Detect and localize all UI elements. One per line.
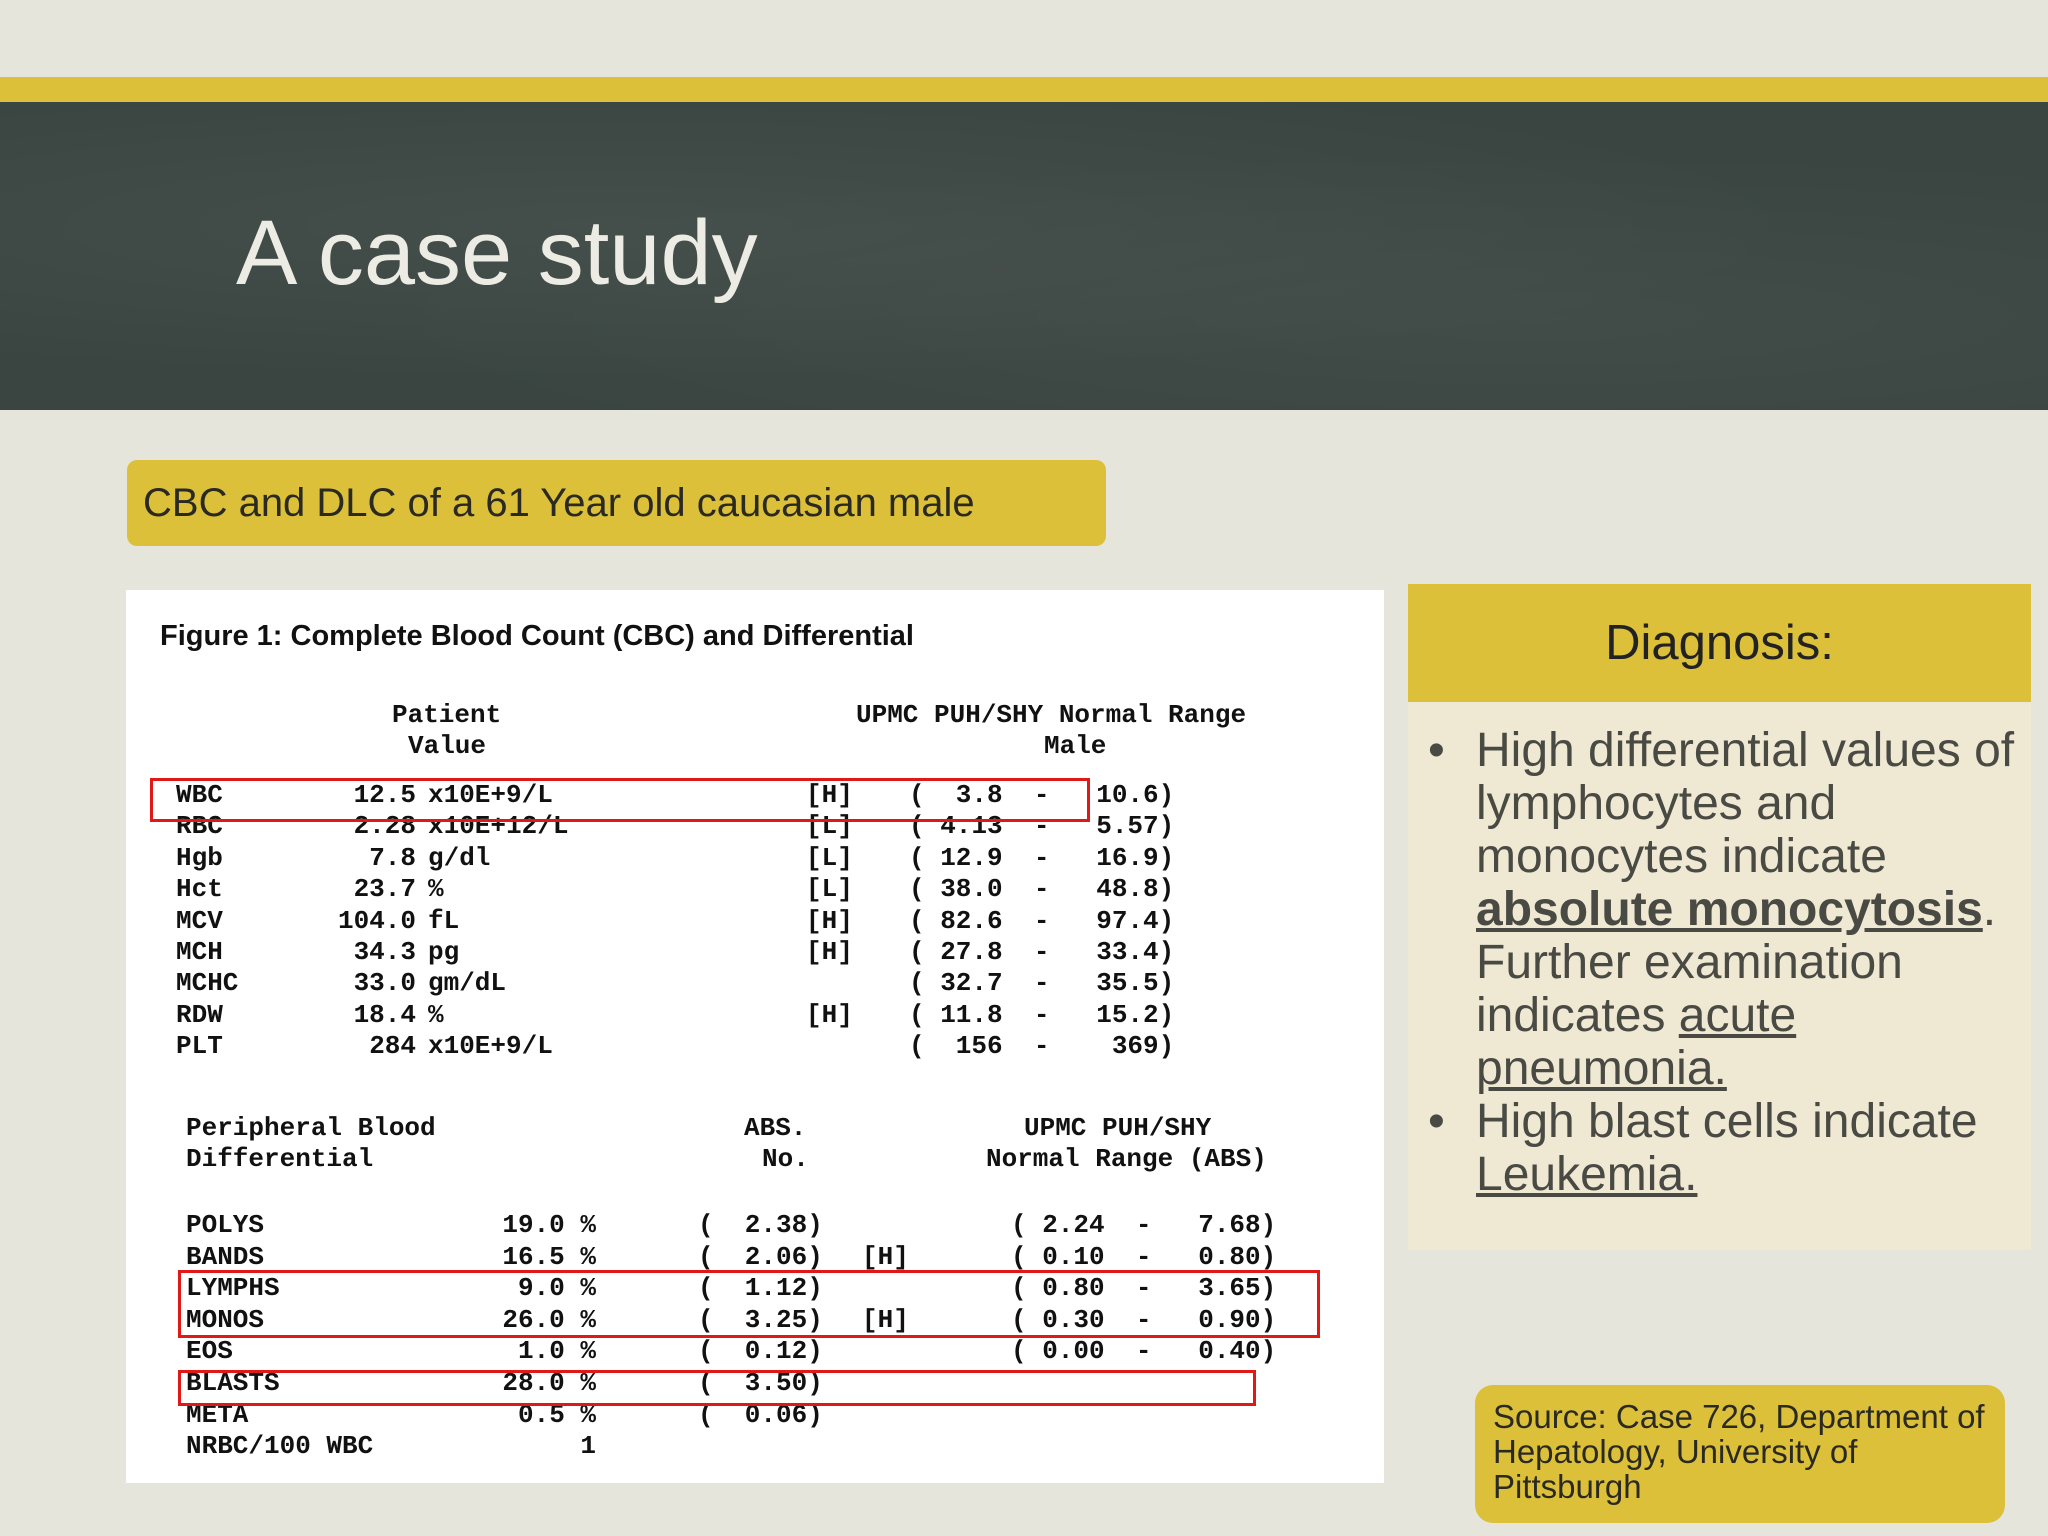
wbc-highlight-box (150, 778, 1090, 822)
diff-value-cell: 26.0 % (502, 1304, 596, 1335)
cbc-unit-cell: x10E+9/L (428, 1031, 553, 1062)
diff-name-cell: BLASTS (186, 1368, 280, 1398)
cbc-range-cell: ( 38.0 - 48.8) (909, 874, 1175, 905)
diff-header-abs-2: No. (762, 1144, 809, 1174)
cbc-unit-cell: x10E+9/L (428, 780, 553, 810)
diff-value-cell: 28.0 % (502, 1368, 596, 1398)
cbc-flag-cell: [L] (806, 874, 853, 905)
leukemia-text: Leukemia. (1476, 1148, 1698, 1201)
cbc-name-cell: Hct (176, 874, 223, 905)
diagnosis-title: Diagnosis: (1605, 616, 1834, 670)
diff-name-cell: NRBC/100 WBC (186, 1431, 374, 1462)
cbc-unit-cell: gm/dL (428, 968, 507, 999)
cbc-range-cell: ( 32.7 - 35.5) (909, 968, 1175, 999)
figure-title: Figure 1: Complete Blood Count (CBC) and Differential (160, 620, 914, 652)
diff-abs-cell: ( 1.12) (698, 1273, 823, 1304)
diff-value-cell: 16.5 % (502, 1241, 596, 1272)
cbc-name-cell: Hgb (176, 842, 223, 873)
cbc-value-cell: 104.0 (337, 905, 416, 936)
diff-abs-cell: ( 2.06) (698, 1241, 823, 1272)
bullet-dot: • (1428, 724, 1445, 777)
diff-value-cell: 1.0 % (517, 1336, 596, 1367)
diff-name-cell: MONOS (186, 1304, 265, 1335)
cbc-range-cell: ( 27.8 - 33.4) (909, 937, 1175, 967)
bullet1-text: High differential values of lymphocytes and monocytes indicate (1476, 724, 2015, 883)
cbc-value-cell: 34.3 (353, 937, 416, 967)
cbc-value-cell: 2.28 (353, 811, 416, 842)
cbc-flag-cell: [H] (806, 905, 853, 936)
cbc-range-cell: ( 12.9 - 16.9) (909, 842, 1175, 873)
diff-abs-cell: ( 0.06) (698, 1399, 823, 1430)
absolute-monocytosis-text: absolute monocytosis (1476, 883, 1983, 936)
cbc-name-cell: WBC (176, 780, 223, 810)
bullet1-mid-text: . Further examination indicates (1476, 883, 1997, 1042)
diff-abs-cell: ( 0.12) (698, 1336, 823, 1367)
diff-name-cell: META (186, 1399, 249, 1430)
slide-title: A case study (236, 202, 758, 304)
cbc-name-cell: RDW (176, 999, 223, 1030)
cbc-unit-cell: x10E+12/L (428, 811, 569, 842)
cbc-range-cell: ( 82.6 - 97.4) (909, 905, 1175, 936)
diagnosis-bullet-2 (1428, 1095, 2018, 1201)
cbc-value-cell: 12.5 (353, 780, 416, 810)
cbc-value-cell: 23.7 (353, 874, 416, 905)
diff-abs-cell: ( 3.50) (698, 1368, 823, 1398)
acute-pneumonia-text: acute pneumonia. (1476, 989, 1797, 1095)
bullet2-text: High blast cells indicate (1476, 1095, 1978, 1148)
diff-range-cell: ( 0.80 - 3.65) (1011, 1273, 1277, 1304)
cbc-unit-cell: pg (428, 937, 460, 967)
patient-header-1: Patient (392, 700, 502, 730)
diff-abs-cell: ( 3.25) (698, 1304, 823, 1335)
diagnosis-header (1408, 584, 2031, 702)
cbc-unit-cell: g/dl (428, 842, 491, 873)
accent-bar (0, 77, 2048, 102)
diff-flag-cell: [H] (862, 1304, 909, 1335)
diff-name-cell: LYMPHS (186, 1273, 280, 1304)
cbc-flag-cell: [H] (806, 937, 853, 967)
cbc-value-cell: 7.8 (369, 842, 416, 873)
range-header-1: UPMC PUH/SHY Normal Range (856, 700, 1247, 730)
cbc-flag-cell: [H] (806, 999, 853, 1030)
diagnosis-bullet-1 (1428, 724, 2018, 1095)
diff-value-cell: 0.5 % (517, 1399, 596, 1430)
source-text: Source: Case 726, Department of Hepatology, University of Pittsburgh (1493, 1398, 1985, 1505)
range-header-2: Male (1044, 731, 1107, 761)
cbc-value-cell: 18.4 (353, 999, 416, 1030)
cbc-value-cell: 33.0 (353, 968, 416, 999)
diff-flag-cell: [H] (862, 1241, 909, 1272)
diff-header-range-1: UPMC PUH/SHY (1024, 1113, 1212, 1143)
cbc-name-cell: MCHC (176, 968, 239, 999)
diff-range-cell: ( 2.24 - 7.68) (1011, 1210, 1277, 1240)
cbc-range-cell: ( 3.8 - 10.6) (909, 780, 1175, 810)
cbc-unit-cell: % (428, 999, 444, 1030)
patient-header-2: Value (408, 731, 487, 761)
diff-range-cell: ( 0.30 - 0.90) (1011, 1304, 1277, 1335)
cbc-unit-cell: fL (428, 905, 460, 936)
source-box (1475, 1385, 2005, 1523)
diff-header-label-1: Peripheral Blood (186, 1113, 436, 1143)
cbc-flag-cell: [H] (806, 780, 853, 810)
bullet-dot: • (1428, 1095, 1445, 1148)
diff-name-cell: BANDS (186, 1241, 265, 1272)
cbc-flag-cell: [L] (806, 842, 853, 873)
subtitle-box (127, 460, 1106, 546)
lymphs-monos-highlight-box (178, 1270, 1320, 1338)
diagnosis-body (1408, 702, 2031, 1250)
diff-value-cell: 19.0 % (502, 1210, 596, 1240)
cbc-range-cell: ( 156 - 369) (909, 1031, 1175, 1062)
cbc-figure (126, 590, 1384, 1483)
diff-range-cell: ( 0.00 - 0.40) (1011, 1336, 1277, 1367)
cbc-value-cell: 284 (369, 1031, 416, 1062)
diff-header-label-2: Differential (186, 1144, 374, 1174)
cbc-range-cell: ( 11.8 - 15.2) (909, 999, 1175, 1030)
cbc-name-cell: MCV (176, 905, 223, 936)
diff-abs-cell: ( 2.38) (698, 1210, 823, 1240)
cbc-name-cell: RBC (176, 811, 223, 842)
diff-header-range-2: Normal Range (ABS) (986, 1144, 1267, 1174)
cbc-unit-cell: % (428, 874, 444, 905)
cbc-range-cell: ( 4.13 - 5.57) (909, 811, 1175, 842)
cbc-name-cell: PLT (176, 1031, 223, 1062)
diff-value-cell: 1 (580, 1431, 596, 1462)
diff-name-cell: EOS (186, 1336, 233, 1367)
diff-range-cell: ( 0.10 - 0.80) (1011, 1241, 1277, 1272)
subtitle-text: CBC and DLC of a 61 Year old caucasian male (143, 481, 975, 525)
diff-header-abs-1: ABS. (744, 1113, 807, 1143)
diff-name-cell: POLYS (186, 1210, 265, 1240)
cbc-flag-cell: [L] (806, 811, 853, 842)
cbc-name-cell: MCH (176, 937, 223, 967)
blasts-highlight-box (178, 1370, 1256, 1406)
diff-value-cell: 9.0 % (517, 1273, 596, 1304)
